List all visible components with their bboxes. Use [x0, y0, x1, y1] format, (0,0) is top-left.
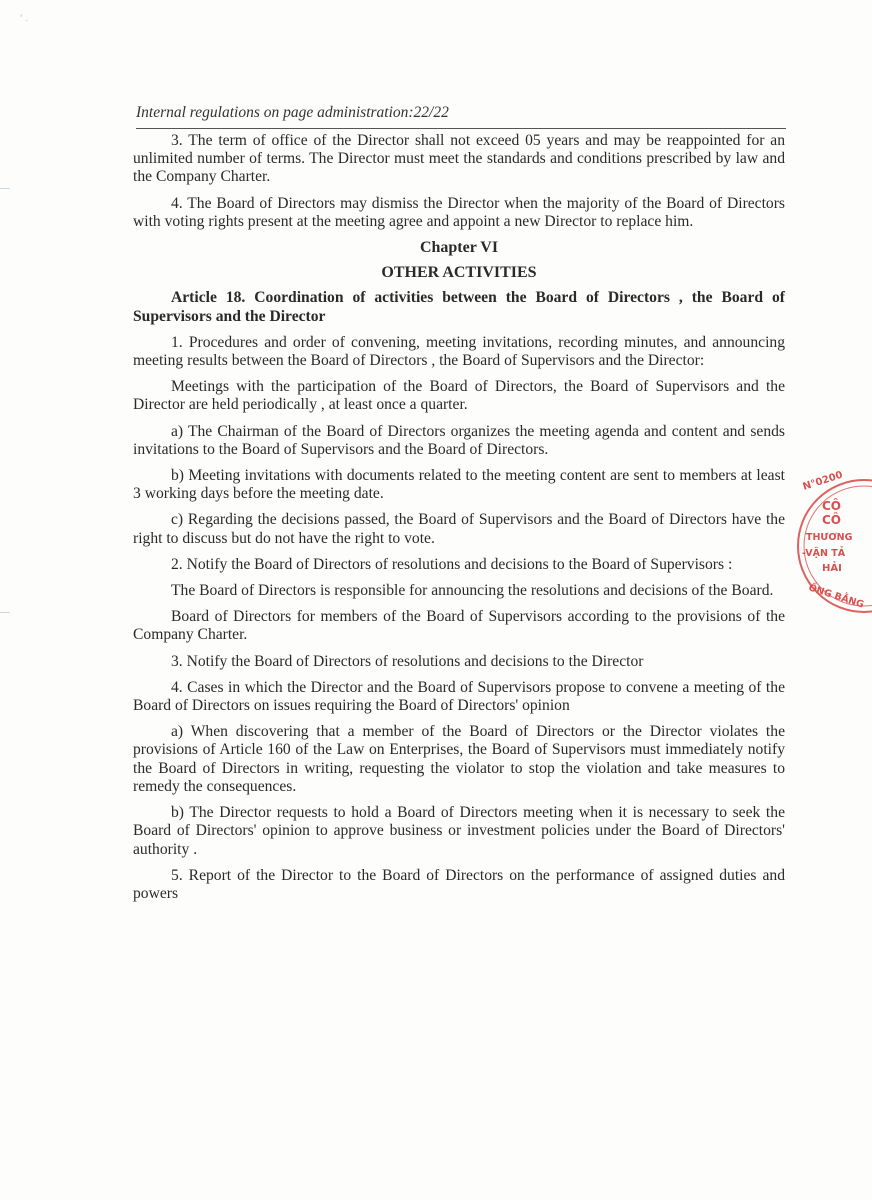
paragraph-notify-director: 3. Notify the Board of Directors of resolutions and decisions to the Director: [171, 652, 644, 670]
stamp-text-line: HẢI: [822, 563, 842, 574]
paragraph-announcing: The Board of Directors is responsible for announcing the resolutions and decisions of the Board.: [171, 582, 774, 600]
article-heading: Article 18. Coordination of activities between the Board of Directors , the Board of Supervisors and the Director: [133, 289, 785, 325]
stamp-text-line: N°0200: [801, 469, 845, 493]
paragraph-chairman: a) The Chairman of the Board of Directors organizes the meeting agenda and content and sends invitations to the Board of Supervisors and the Board of Directors.: [133, 422, 785, 458]
scan-mark: ' .: [20, 14, 29, 24]
paragraph-director-request: b) The Director requests to hold a Board of Directors meeting when it is necessary to seek the Board of Directors' opinion to approve business or investment policies under the Board of Directors' authority .: [133, 804, 785, 858]
paragraph-charter: Board of Directors for members of the Board of Supervisors according to the provisions of the Company Charter.: [133, 608, 785, 644]
chapter-heading: Chapter VI: [419, 239, 499, 257]
paragraph-cases: 4. Cases in which the Director and the Board of Supervisors propose to convene a meeting of the Board of Directors on issues requiring the Board of Directors' opinion: [133, 678, 785, 715]
paragraph-violation: a) When discovering that a member of the Board of Directors or the Director violates the provisions of Article 160 of the Law on Enterprises, the Board of Supervisors must immediately notify the Board of Directors in writing, requesting the violator to stop the violation and take measures to remedy the consequences.: [133, 723, 785, 795]
document-body: [133, 132, 785, 911]
stamp-text-line: THƯƠNG: [806, 532, 853, 543]
paragraph-term-of-office: 3. The term of office of the Director shall not exceed 05 years and may be reappointed for an unlimited number of terms. The Director must meet the standards and conditions prescribed by law and the Company Charter.: [133, 132, 785, 186]
paragraph-dismissal: 4. The Board of Directors may dismiss the Director when the majority of the Board of Directors with voting rights present at the meeting agree and appoint a new Director to replace him.: [133, 194, 785, 230]
header-rule: [136, 128, 786, 129]
company-seal-stamp: [792, 469, 872, 620]
stamp-text-line: ỒNG BẰNG: [807, 582, 866, 611]
paragraph-notify-supervisors: 2. Notify the Board of Directors of resolutions and decisions to the Board of Supervisors :: [171, 555, 733, 573]
paragraph-invitations: b) Meeting invitations with documents related to the meeting content are sent to members at least 3 working days before the meeting date.: [133, 467, 785, 503]
stamp-text-line: -VẬN TẢ: [802, 548, 846, 559]
scan-edge-mark: [0, 612, 10, 613]
paragraph-procedures: 1. Procedures and order of convening, meeting invitations, recording minutes, and announcing meeting results between the Board of Directors , the Board of Supervisors and the Director:: [133, 333, 785, 370]
page-header: Internal regulations on page administration:22/22: [136, 104, 449, 121]
chapter-title: OTHER ACTIVITIES: [381, 264, 537, 282]
stamp-text-line: CÔ: [822, 513, 842, 527]
paragraph-meetings: Meetings with the participation of the Board of Directors, the Board of Supervisors and the Director are held periodically , at least once a quarter.: [133, 378, 785, 414]
stamp-text-line: CÔ: [822, 499, 842, 513]
scan-edge-mark: [0, 188, 10, 189]
paragraph-report: 5. Report of the Director to the Board of Directors on the performance of assigned duties and powers: [133, 866, 785, 902]
paragraph-decisions: c) Regarding the decisions passed, the Board of Supervisors and the Board of Directors have the right to discuss but do not have the right to vote.: [133, 511, 785, 547]
